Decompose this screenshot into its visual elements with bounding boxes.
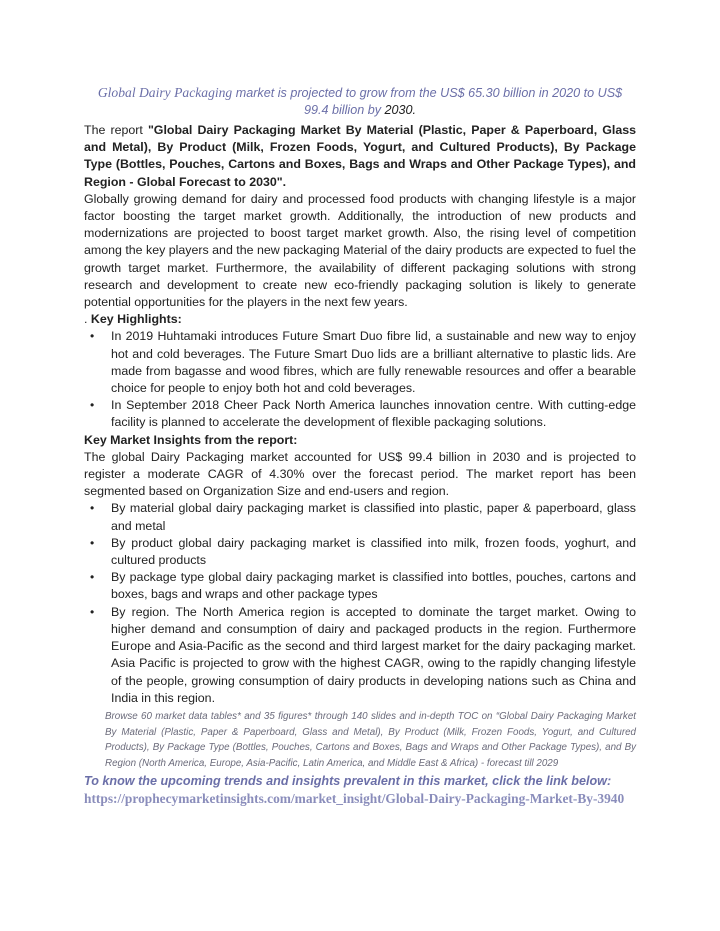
report-prefix: The report — [84, 123, 148, 137]
list-item — [84, 397, 636, 431]
bullet-icon: • — [90, 535, 95, 550]
key-highlights-label: Key Highlights: — [90, 312, 182, 327]
list-item-text: By product global dairy packaging market is classified into milk, frozen foods, yoghurt, and cultured products — [111, 535, 636, 568]
key-highlights-heading — [84, 311, 636, 328]
list-item-text: In 2019 Huhtamaki introduces Future Smart Duo fibre lid, a sustainable and new way to enjoy hot and cold beverages. The Future Smart Duo lids are a brilliant alternative to plastic lids. Are made from bagasse and wood fibres, which are fully renewable resources and offer a bearable choice for people to enjoy both hot and cold beverages. — [111, 329, 636, 396]
report-name: "Global Dairy Packaging Market By Material (Plastic, Paper & Paperboard, Glass and Metal), By Product (Milk, Frozen Foods, Yogurt, and Cultured Products), By Package Type (Bottles, Pouches, Cartons and Boxes, Bags and Wraps and Other Package Types), and Region - Global Forecast to 2030". — [84, 123, 636, 189]
intro-paragraph: Globally growing demand for dairy and processed food products with changing lifestyle is a major factor boosting the target market growth. Additionally, the introduction of new products and modernizations are projected to boost target market growth. Also, the rising level of competition among the key players and the new packaging Material of the dairy products are expected to fuel the growth target market. Furthermore, the availability of different packaging solutions with strong research and development to create new eco-friendly packaging solution is likely to generate potential opportunities for the players in the next few years. — [84, 191, 636, 310]
key-insights-heading: Key Market Insights from the report: — [84, 432, 298, 447]
list-item — [84, 500, 636, 534]
document-title — [84, 84, 636, 119]
bullet-icon: • — [90, 501, 95, 516]
insights-paragraph: The global Dairy Packaging market accounted for US$ 99.4 billion in 2030 and is projected to register a moderate CAGR of 4.30% over the forecast period. The market report has been segmented based on Organization Size and end-users and region. — [84, 449, 636, 499]
title-year: 2030. — [384, 103, 417, 117]
list-item-text: By region. The North America region is accepted to dominate the target market. Owing to higher demand and consumption of dairy and packaged products in the region. Furthermore Europe and Asia-Pacific as the second and third largest market for the dairy packaging market. Asia Pacific is projected to grow with the highest CAGR, owing to the rapidly changing lifestyle of the people, growing consumption of dairy products in developing nations such as China and India in this region. — [111, 604, 636, 705]
title-market-name: Global Dairy Packaging — [97, 85, 233, 100]
list-item — [84, 569, 636, 603]
bullet-icon: • — [90, 329, 95, 344]
list-item-text: By package type global dairy packaging market is classified into bottles, pouches, cartons and boxes, bags and wraps and other package types — [111, 570, 636, 602]
highlights-list — [84, 328, 636, 431]
list-item — [84, 328, 636, 397]
browse-note: Browse 60 market data tables* and 35 figures* through 140 slides and in-depth TOC on “Global Dairy Packaging Market By Material (Plastic, Paper & Paperboard, Glass and Metal), By Product (Milk, Frozen Foods, Yogurt, and Cultured Products), By Package Type (Bottles, Pouches, Cartons and Boxes, Bags and Wraps and Other Package Types), and By Region (North America, Europe, Asia-Pacific, Latin America, and Middle East & Africa) - forecast till 2029 — [105, 710, 636, 769]
key-highlights-prefix: . — [84, 312, 91, 327]
list-item-text: By material global dairy packaging market is classified into plastic, paper & paperboard, glass and metal — [111, 501, 636, 533]
list-item — [84, 535, 636, 569]
report-link[interactable]: https://prophecymarketinsights.com/market_insight/Global-Dairy-Packaging-Market-By-3940 — [84, 791, 625, 807]
bullet-icon: • — [90, 398, 95, 413]
bullet-icon: • — [90, 604, 95, 619]
call-to-action: To know the upcoming trends and insights prevalent in this market, click the link below: — [84, 774, 612, 789]
list-item-text: In September 2018 Cheer Pack North America launches innovation centre. With cutting-edge facility is planned to accelerate the development of flexible packaging solutions. — [111, 398, 636, 430]
list-item — [84, 604, 636, 707]
bullet-icon: • — [90, 570, 95, 585]
document-page — [84, 84, 636, 808]
report-paragraph — [84, 122, 636, 191]
title-projection-text: market is projected to grow from the US$ 65.30 billion in 2020 to US$ 99.4 billion by — [232, 86, 623, 117]
insights-list — [84, 500, 636, 706]
